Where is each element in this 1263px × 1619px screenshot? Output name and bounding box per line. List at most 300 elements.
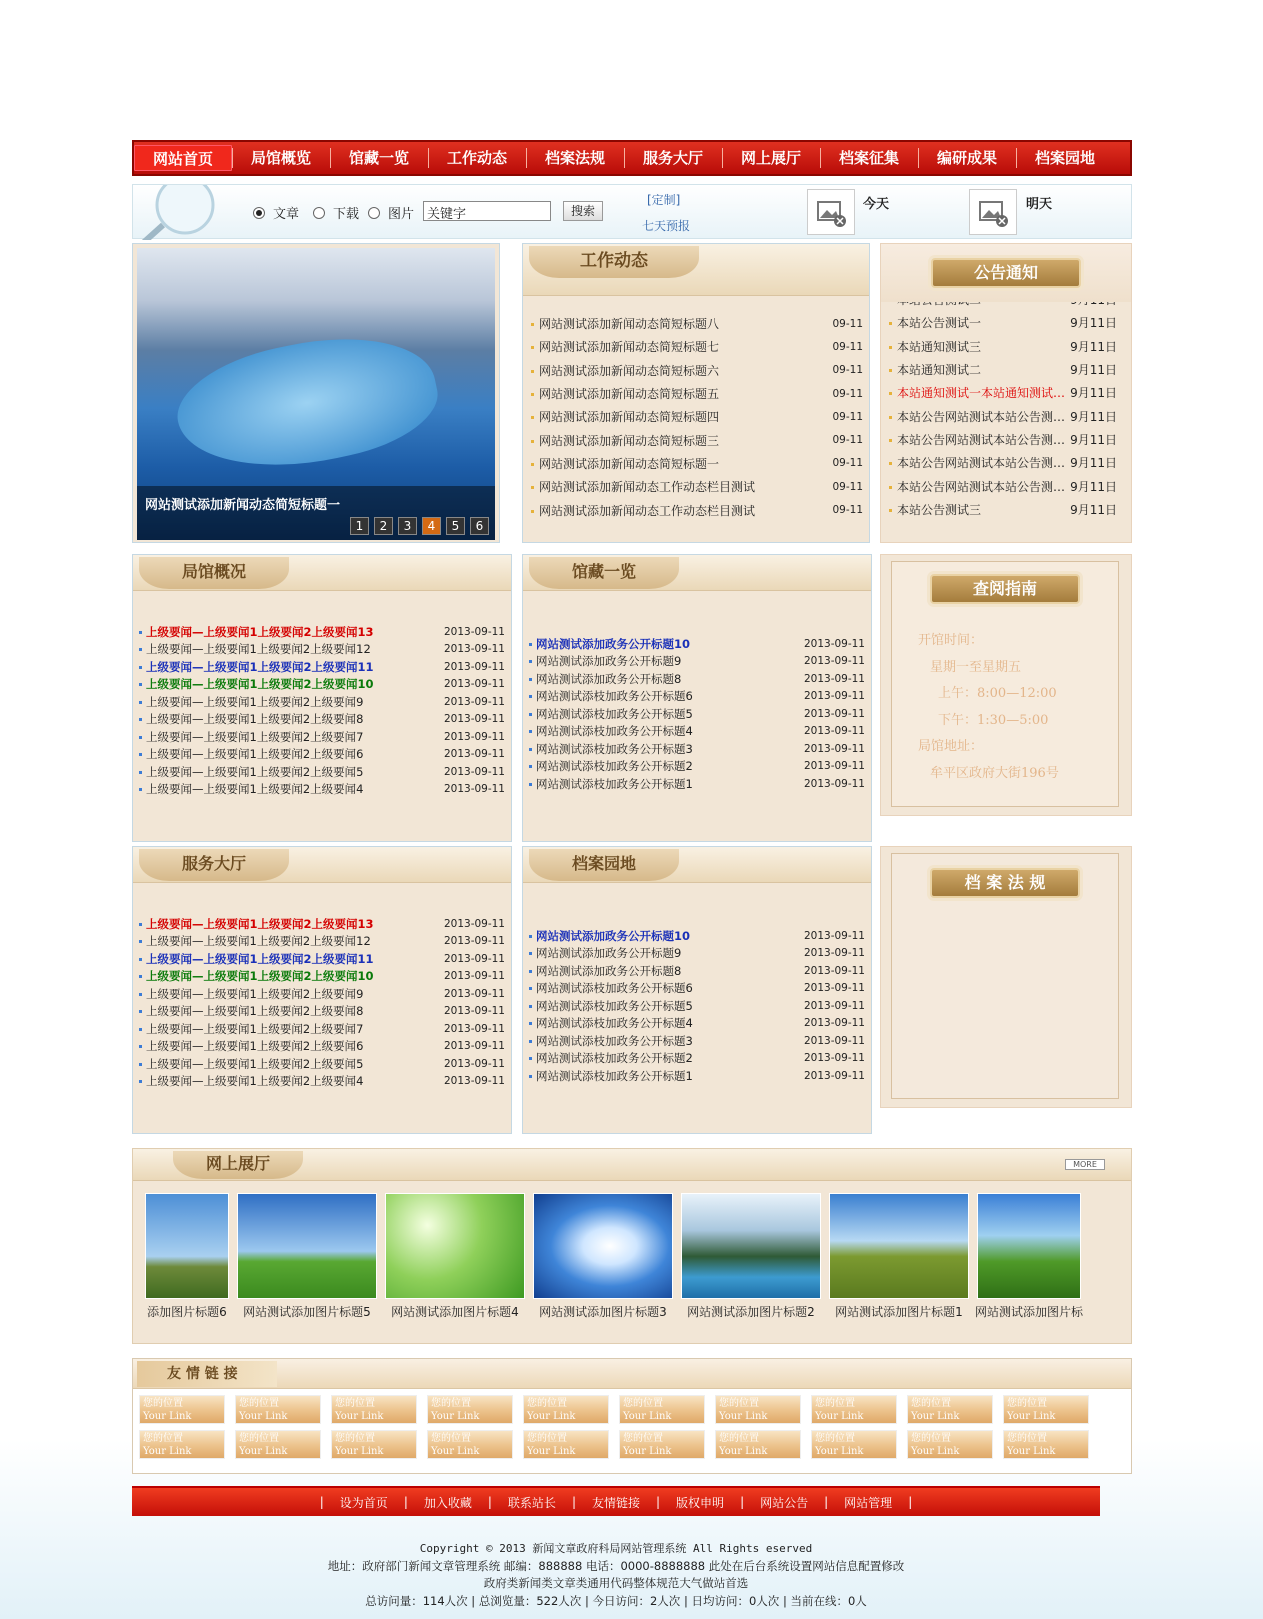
weather-tomorrow: 明天 xyxy=(1026,197,1053,212)
overview-header xyxy=(133,555,511,591)
item-title: 网站测试添加新闻动态简短标题五 xyxy=(531,385,719,402)
work-list xyxy=(523,296,869,522)
friend-link[interactable] xyxy=(139,1430,225,1459)
page-wrapper xyxy=(132,140,1132,1457)
slide-image[interactable] xyxy=(137,248,495,540)
item-title: 网站测试添加新闻动态简短标题七 xyxy=(531,338,719,355)
item-title: 本站公告网站测试本站公告测… xyxy=(889,454,1065,471)
list-item[interactable] xyxy=(523,962,871,980)
list-item[interactable] xyxy=(523,980,871,998)
guide-line: 星期一至星期五 xyxy=(930,659,1022,675)
item-title: 网站测试添加新闻动态简短标题四 xyxy=(531,408,719,425)
gallery-item[interactable] xyxy=(381,1193,529,1320)
item-title: 网站测试添枝加政务公开标题2 xyxy=(529,1050,693,1066)
service-title: 服务大厅 xyxy=(139,849,289,881)
list-item[interactable] xyxy=(133,623,511,641)
list-item[interactable] xyxy=(133,1020,511,1038)
item-title: 上级要闻—上级要闻1上级要闻2上级要闻7 xyxy=(139,729,363,745)
item-title: 网站测试添加政务公开标题10 xyxy=(529,928,690,944)
item-title: 本站通知测试三 xyxy=(889,338,981,355)
item-date: 2013-09-11 xyxy=(803,929,865,942)
link-text: 您的位置 xyxy=(719,1433,759,1444)
friend-link[interactable] xyxy=(811,1395,897,1424)
footer-contact[interactable]: 联系站长 xyxy=(507,1495,556,1510)
nav-law[interactable]: 档案法规 xyxy=(526,145,624,171)
item-date: 2013-09-11 xyxy=(803,947,865,960)
friend-link[interactable] xyxy=(331,1395,417,1424)
gallery-item[interactable] xyxy=(825,1193,973,1320)
nav-service[interactable]: 服务大厅 xyxy=(624,145,722,171)
friend-link[interactable] xyxy=(907,1395,993,1424)
law-title: 档 案 法 规 xyxy=(930,868,1080,898)
list-item[interactable] xyxy=(881,381,1131,404)
search-button[interactable]: 搜索 xyxy=(563,201,603,221)
list-item[interactable] xyxy=(133,728,511,746)
item-date: 2013-09-11 xyxy=(803,725,865,738)
radio-icon xyxy=(313,207,325,219)
work-panel xyxy=(522,243,870,543)
garden-title: 档案园地 xyxy=(529,849,679,881)
link-text: Your Link xyxy=(1007,1446,1056,1457)
item-date: 2013-09-11 xyxy=(803,655,865,668)
garden-panel xyxy=(522,846,872,1134)
gallery-image xyxy=(977,1193,1081,1299)
item-date: 9月11日 xyxy=(1070,456,1117,471)
item-title: 上级要闻—上级要闻1上级要闻2上级要闻5 xyxy=(139,1056,363,1072)
slide-pager xyxy=(350,517,489,535)
list-item[interactable] xyxy=(133,950,511,968)
list-item[interactable] xyxy=(133,781,511,799)
gallery-caption: 网站测试添加图片标题5 xyxy=(243,1305,371,1319)
list-item[interactable] xyxy=(133,968,511,986)
friend-link[interactable] xyxy=(235,1395,321,1424)
links-header xyxy=(133,1359,1131,1389)
list-item[interactable] xyxy=(523,428,869,451)
item-date: 2013-09-11 xyxy=(443,1075,505,1088)
guide-frame xyxy=(891,561,1119,807)
nav-research[interactable]: 编研成果 xyxy=(918,145,1016,171)
guide-line: 开馆时间： xyxy=(918,633,984,648)
garden-list xyxy=(523,883,871,1085)
list-item[interactable] xyxy=(133,1073,511,1091)
friend-link[interactable] xyxy=(715,1430,801,1459)
footer-links[interactable]: 友情链接 xyxy=(591,1495,640,1510)
link-text: 您的位置 xyxy=(335,1433,375,1444)
slide-page-6[interactable]: 6 xyxy=(470,517,489,535)
item-title: 网站测试添加政务公开标题8 xyxy=(529,671,681,687)
item-title: 上级要闻—上级要闻1上级要闻2上级要闻9 xyxy=(139,694,363,710)
law-panel xyxy=(880,846,1132,1108)
radio-article[interactable] xyxy=(253,203,299,222)
item-date: 2013-09-11 xyxy=(803,637,865,650)
radio-label: 文章 xyxy=(273,207,300,222)
address-line: 地址：政府部门新闻文章管理系统 邮编：888888 电话：0000-8888888 此处在后台系统设置网站信息配置修改 xyxy=(327,1558,905,1573)
link-text: Your Link xyxy=(623,1411,672,1422)
link-text: 您的位置 xyxy=(143,1398,183,1409)
list-item[interactable] xyxy=(133,985,511,1003)
item-title: 网站测试添枝加政务公开标题1 xyxy=(529,1068,693,1084)
item-title: 上级要闻—上级要闻1上级要闻2上级要闻4 xyxy=(139,1073,363,1089)
gallery-caption: 添加图片标题6 xyxy=(147,1305,227,1319)
item-date: 09-11 xyxy=(832,364,863,377)
link-text: Your Link xyxy=(431,1411,480,1422)
list-item[interactable] xyxy=(523,653,871,671)
link-text: 您的位置 xyxy=(239,1398,279,1409)
collection-list xyxy=(523,591,871,793)
link-text: 您的位置 xyxy=(1007,1433,1047,1444)
item-title: 网站测试添加新闻动态简短标题三 xyxy=(531,432,719,449)
friend-link[interactable] xyxy=(619,1430,705,1459)
list-item[interactable] xyxy=(881,428,1131,451)
item-title: 网站测试添加政务公开标题8 xyxy=(529,963,681,979)
item-date: 9月11日 xyxy=(1070,502,1117,517)
nav-garden[interactable]: 档案园地 xyxy=(1016,145,1114,171)
weather-image-icon xyxy=(969,189,1017,235)
list-item[interactable] xyxy=(523,997,871,1015)
list-item[interactable] xyxy=(133,746,511,764)
footer-admin[interactable]: 网站管理 xyxy=(844,1495,893,1510)
link-text: Your Link xyxy=(623,1446,672,1457)
radio-download[interactable] xyxy=(313,203,359,222)
forecast-link[interactable]: 七天预报 xyxy=(642,219,691,233)
link-text: 您的位置 xyxy=(911,1433,951,1444)
copyright-line: Copyright © 2013 新闻文章政府科局网站管理系统 All Rights eserved xyxy=(419,1542,813,1555)
friend-link[interactable] xyxy=(235,1430,321,1459)
link-text: 您的位置 xyxy=(527,1433,567,1444)
gallery-item[interactable] xyxy=(141,1193,233,1320)
item-title: 上级要闻—上级要闻1上级要闻2上级要闻6 xyxy=(139,746,363,762)
link-text: 您的位置 xyxy=(623,1398,663,1409)
item-title: 网站测试添枝加政务公开标题1 xyxy=(529,776,693,792)
link-text: Your Link xyxy=(527,1411,576,1422)
links-panel xyxy=(132,1358,1132,1474)
footer-notice[interactable]: 网站公告 xyxy=(760,1495,809,1510)
list-item[interactable] xyxy=(523,359,869,382)
item-date: 2013-09-11 xyxy=(443,678,505,691)
gallery-caption: 网站测试添加图片标 xyxy=(974,1305,1083,1319)
list-item[interactable] xyxy=(881,358,1131,381)
item-date: 2013-09-11 xyxy=(443,748,505,761)
item-title: 上级要闻—上级要闻1上级要闻2上级要闻7 xyxy=(139,1021,363,1037)
item-date: 09-11 xyxy=(832,340,863,353)
friend-link[interactable] xyxy=(427,1430,513,1459)
radio-icon xyxy=(368,207,380,219)
list-item[interactable] xyxy=(133,933,511,951)
item-title: 网站测试添枝加政务公开标题6 xyxy=(529,980,693,996)
radio-checked-icon xyxy=(253,207,265,219)
list-item[interactable] xyxy=(523,475,869,498)
item-date: 2013-09-11 xyxy=(443,917,505,930)
item-title: 网站测试添枝加政务公开标题6 xyxy=(529,688,693,704)
item-date: 2013-09-11 xyxy=(443,783,505,796)
list-item[interactable] xyxy=(133,1055,511,1073)
copyright-block xyxy=(132,1540,1100,1610)
list-item[interactable] xyxy=(523,723,871,741)
friend-link[interactable] xyxy=(523,1430,609,1459)
item-date: 2013-09-11 xyxy=(803,982,865,995)
item-date: 2013-09-11 xyxy=(443,765,505,778)
slide-page-5[interactable]: 5 xyxy=(446,517,465,535)
guide-line: 局馆地址： xyxy=(918,739,984,754)
list-item[interactable] xyxy=(133,1038,511,1056)
radio-label: 图片 xyxy=(388,207,415,222)
list-item[interactable] xyxy=(133,915,511,933)
list-item[interactable] xyxy=(133,1003,511,1021)
item-title: 网站测试添枝加政务公开标题5 xyxy=(529,998,693,1014)
garden-header xyxy=(523,847,871,883)
item-title: 本站公告网站测试本站公告测… xyxy=(889,431,1065,448)
item-title: 上级要闻—上级要闻1上级要闻2上级要闻8 xyxy=(139,1003,363,1019)
collection-header xyxy=(523,555,871,591)
link-text: Your Link xyxy=(911,1446,960,1457)
list-item[interactable] xyxy=(523,635,871,653)
gallery-item[interactable] xyxy=(973,1193,1085,1320)
nav-work[interactable]: 工作动态 xyxy=(428,145,526,171)
friend-link[interactable] xyxy=(427,1395,513,1424)
list-item[interactable] xyxy=(523,927,871,945)
slogan-line: 政府类新闻类文章类通用代码整体规范大气做站首选 xyxy=(483,1576,749,1590)
item-date: 2013-09-11 xyxy=(803,1052,865,1065)
list-item[interactable] xyxy=(523,498,869,521)
gallery-header xyxy=(133,1149,1131,1181)
list-item[interactable] xyxy=(133,641,511,659)
item-date: 2013-09-11 xyxy=(803,1017,865,1030)
guide-text xyxy=(918,628,1059,787)
gallery-caption: 网站测试添加图片标题3 xyxy=(539,1305,667,1319)
footer-sep: | xyxy=(487,1495,492,1509)
item-date: 09-11 xyxy=(832,387,863,400)
list-item[interactable] xyxy=(881,311,1131,334)
item-date: 2013-09-11 xyxy=(443,1005,505,1018)
list-item[interactable] xyxy=(523,705,871,723)
link-text: Your Link xyxy=(527,1446,576,1457)
link-text: Your Link xyxy=(239,1446,288,1457)
gallery-item[interactable] xyxy=(529,1193,677,1320)
list-item[interactable] xyxy=(523,405,869,428)
item-date: 09-11 xyxy=(832,480,863,493)
footer-sep: | xyxy=(824,1495,829,1509)
list-item[interactable] xyxy=(523,1050,871,1068)
guide-line: 上午：8:00—12:00 xyxy=(938,686,1057,701)
footer-home[interactable]: 设为首页 xyxy=(339,1495,388,1510)
friend-link[interactable] xyxy=(139,1395,225,1424)
slide-page-4[interactable]: 4 xyxy=(422,517,441,535)
service-panel xyxy=(132,846,512,1134)
item-title: 上级要闻—上级要闻1上级要闻2上级要闻5 xyxy=(139,764,363,780)
list-item[interactable] xyxy=(133,711,511,729)
footer-bar xyxy=(132,1486,1100,1516)
footer-sep: | xyxy=(908,1495,913,1509)
friend-link[interactable] xyxy=(619,1395,705,1424)
item-date: 9月11日 xyxy=(1070,386,1117,401)
item-date: 9月11日 xyxy=(1070,409,1117,424)
list-item[interactable] xyxy=(881,474,1131,497)
link-text: 您的位置 xyxy=(143,1433,183,1444)
list-item[interactable] xyxy=(523,1015,871,1033)
nav-collection[interactable]: 馆藏一览 xyxy=(330,145,428,171)
slide-page-2[interactable]: 2 xyxy=(374,517,393,535)
item-title: 本站公告测试一 xyxy=(889,314,981,331)
item-title: 本站通知测试一本站通知测试… xyxy=(889,384,1065,401)
custom-link[interactable]: [定制] xyxy=(647,193,681,207)
item-date: 2013-09-11 xyxy=(443,1022,505,1035)
list-item[interactable] xyxy=(881,335,1131,358)
link-text: 您的位置 xyxy=(815,1433,855,1444)
gallery-panel xyxy=(132,1148,1132,1344)
friend-link[interactable] xyxy=(1003,1395,1089,1424)
item-date: 9月11日 xyxy=(1070,479,1117,494)
item-title: 上级要闻—上级要闻1上级要闻2上级要闻11 xyxy=(139,951,374,967)
footer-sep: | xyxy=(740,1495,745,1509)
item-date: 09-11 xyxy=(832,410,863,423)
list-item[interactable] xyxy=(523,740,871,758)
guide-panel xyxy=(880,554,1132,816)
item-title: 本站公告网站测试本站公告测… xyxy=(889,408,1065,425)
item-date: 2013-09-11 xyxy=(803,999,865,1012)
notice-title: 公告通知 xyxy=(931,258,1081,288)
item-date: 2013-09-11 xyxy=(443,660,505,673)
footer-sep: | xyxy=(656,1495,661,1509)
slide-caption-text[interactable]: 网站测试添加新闻动态简短标题一 xyxy=(145,498,341,513)
item-date: 2013-09-11 xyxy=(803,1034,865,1047)
service-list xyxy=(133,883,511,1090)
gallery-image xyxy=(829,1193,969,1299)
guide-line: 牟平区政府大街196号 xyxy=(930,765,1059,781)
item-title: 上级要闻—上级要闻1上级要闻2上级要闻10 xyxy=(139,676,374,692)
nav-collect[interactable]: 档案征集 xyxy=(820,145,918,171)
list-item[interactable] xyxy=(523,945,871,963)
slider-panel xyxy=(132,243,500,543)
guide-line: 下午：1:30—5:00 xyxy=(938,712,1049,728)
list-item[interactable] xyxy=(523,382,869,405)
more-button[interactable]: MORE xyxy=(1065,1159,1105,1170)
item-date: 2013-09-11 xyxy=(443,625,505,638)
item-date: 2013-09-11 xyxy=(443,935,505,948)
gallery-thumbs xyxy=(141,1193,1085,1320)
gallery-item[interactable] xyxy=(677,1193,825,1320)
item-title: 网站测试添枝加政务公开标题5 xyxy=(529,706,693,722)
item-date: 2013-09-11 xyxy=(443,1057,505,1070)
link-text: 您的位置 xyxy=(431,1398,471,1409)
friend-link[interactable] xyxy=(523,1395,609,1424)
item-title: 网站测试添枝加政务公开标题4 xyxy=(529,1015,693,1031)
friend-link[interactable] xyxy=(331,1430,417,1459)
gallery-item[interactable] xyxy=(233,1193,381,1320)
gallery-caption: 网站测试添加图片标题1 xyxy=(835,1305,963,1319)
service-header xyxy=(133,847,511,883)
friend-link[interactable] xyxy=(907,1430,993,1459)
list-item[interactable] xyxy=(523,335,869,358)
footer-sep: | xyxy=(571,1495,576,1509)
link-text: 您的位置 xyxy=(719,1398,759,1409)
footer-copyright[interactable]: 版权申明 xyxy=(676,1495,725,1510)
gallery-image xyxy=(681,1193,821,1299)
item-title: 网站测试添枝加政务公开标题3 xyxy=(529,1033,693,1049)
item-date: 2013-09-11 xyxy=(443,970,505,983)
footer-favorite[interactable]: 加入收藏 xyxy=(423,1495,472,1510)
gallery-image xyxy=(385,1193,525,1299)
search-input[interactable]: 关键字 xyxy=(423,201,551,221)
list-item[interactable] xyxy=(133,676,511,694)
list-item[interactable] xyxy=(133,763,511,781)
item-title: 上级要闻—上级要闻1上级要闻2上级要闻9 xyxy=(139,986,363,1002)
list-item[interactable] xyxy=(881,498,1131,521)
weather-today: 今天 xyxy=(863,197,890,212)
list-item[interactable] xyxy=(133,693,511,711)
slide-ice-shape xyxy=(167,317,446,488)
work-header xyxy=(523,244,869,296)
item-date: 2013-09-11 xyxy=(443,713,505,726)
item-title: 网站测试添加新闻动态工作动态栏目测试 xyxy=(531,502,755,519)
link-text: Your Link xyxy=(911,1411,960,1422)
list-item[interactable] xyxy=(523,1032,871,1050)
friend-link[interactable] xyxy=(715,1395,801,1424)
friend-link[interactable] xyxy=(811,1430,897,1459)
collection-panel xyxy=(522,554,872,842)
link-text: Your Link xyxy=(815,1446,864,1457)
slide-page-3[interactable]: 3 xyxy=(398,517,417,535)
item-date: 2013-09-11 xyxy=(443,695,505,708)
work-title: 工作动态 xyxy=(529,246,699,278)
list-item[interactable] xyxy=(523,670,871,688)
item-title: 网站测试添加政务公开标题9 xyxy=(529,945,681,961)
list-item[interactable] xyxy=(523,312,869,335)
gallery-caption: 网站测试添加图片标题4 xyxy=(391,1305,519,1319)
list-item[interactable] xyxy=(523,758,871,776)
item-title: 网站测试添加新闻动态简短标题一 xyxy=(531,455,719,472)
main-nav xyxy=(132,140,1132,176)
link-text: Your Link xyxy=(431,1446,480,1457)
friend-link[interactable] xyxy=(1003,1430,1089,1459)
footer-sep: | xyxy=(403,1495,408,1509)
item-date: 9月11日 xyxy=(1070,339,1117,354)
overview-panel xyxy=(132,554,512,842)
item-date: 2013-09-11 xyxy=(803,777,865,790)
magnifier-icon xyxy=(133,185,223,240)
nav-gallery[interactable]: 网上展厅 xyxy=(722,145,820,171)
slide-page-1[interactable]: 1 xyxy=(350,517,369,535)
notice-list xyxy=(881,288,1131,521)
list-item[interactable] xyxy=(881,404,1131,427)
gallery-image xyxy=(237,1193,377,1299)
item-title: 本站公告测试三 xyxy=(889,501,981,518)
item-date: 09-11 xyxy=(832,434,863,447)
collection-title: 馆藏一览 xyxy=(529,557,679,589)
radio-label: 下载 xyxy=(333,207,360,222)
overview-title: 局馆概况 xyxy=(139,557,289,589)
item-title: 上级要闻—上级要闻1上级要闻2上级要闻4 xyxy=(139,781,363,797)
list-item[interactable] xyxy=(523,688,871,706)
item-title: 上级要闻—上级要闻1上级要闻2上级要闻12 xyxy=(139,933,371,949)
list-item[interactable] xyxy=(133,658,511,676)
nav-home[interactable]: 网站首页 xyxy=(134,145,232,171)
list-item[interactable] xyxy=(523,452,869,475)
link-text: Your Link xyxy=(719,1446,768,1457)
item-date: 2013-09-11 xyxy=(803,672,865,685)
radio-image[interactable] xyxy=(368,203,414,222)
item-date: 2013-09-11 xyxy=(803,964,865,977)
item-title: 上级要闻—上级要闻1上级要闻2上级要闻13 xyxy=(139,916,374,932)
nav-overview[interactable]: 局馆概览 xyxy=(232,145,330,171)
link-text: 您的位置 xyxy=(1007,1398,1047,1409)
list-item[interactable] xyxy=(881,451,1131,474)
link-text: 您的位置 xyxy=(335,1398,375,1409)
item-title: 上级要闻—上级要闻1上级要闻2上级要闻12 xyxy=(139,641,371,657)
guide-title: 查阅指南 xyxy=(930,574,1080,604)
list-item[interactable] xyxy=(523,775,871,793)
list-item[interactable] xyxy=(523,1067,871,1085)
link-text: Your Link xyxy=(719,1411,768,1422)
